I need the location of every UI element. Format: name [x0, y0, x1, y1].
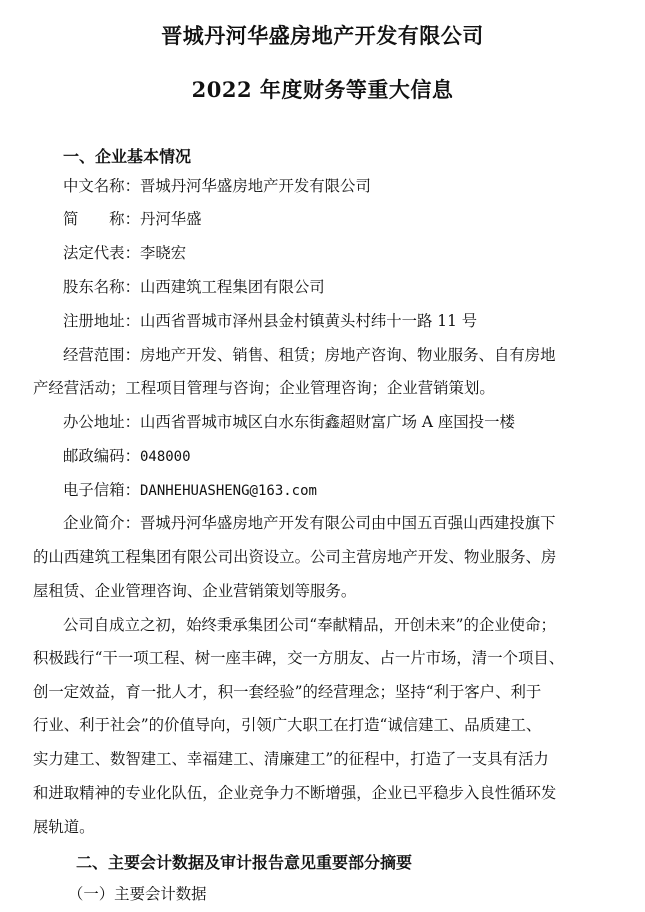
- mission-paragraph-line: 实力建工、数智建工、幸福建工、清廉建工”的征程中，打造了一支具有活力: [33, 750, 549, 768]
- field-value: 山西建筑工程集团有限公司: [139, 278, 325, 296]
- section-heading-basic-info: 一、企业基本情况: [63, 147, 192, 166]
- subsection-heading: （一）主要会计数据: [68, 885, 207, 903]
- document-subtitle: 2022 年度财务等重大信息: [191, 77, 454, 102]
- document-title: 晋城丹河华盛房地产开发有限公司: [161, 23, 484, 48]
- field-row-business-scope: [63, 345, 556, 365]
- field-row-email: [63, 480, 317, 501]
- field-label: 法定代表：: [63, 244, 140, 262]
- field-value: 山西省晋城市城区白水东街鑫超财富广场 A 座国投一楼: [139, 413, 515, 431]
- section-heading-accounting: 二、主要会计数据及审计报告意见重要部分摘要: [76, 853, 413, 872]
- field-value: 房地产开发、销售、租赁；房地产咨询、物业服务、自有房地: [139, 346, 556, 364]
- field-row-shareholder: [63, 277, 325, 297]
- field-value: 李晓宏: [139, 244, 187, 262]
- field-label: 企业简介：: [63, 514, 140, 532]
- email-value: DANHEHUASHENG@163.com: [139, 483, 317, 499]
- profile-continuation: 屋租赁、企业管理咨询、企业营销策划等服务。: [33, 582, 357, 600]
- field-label: 电子信箱：: [63, 481, 140, 499]
- field-row-chinese-name: [63, 176, 371, 196]
- field-value: 晋城丹河华盛房地产开发有限公司: [139, 177, 371, 195]
- field-label: 中文名称：: [63, 177, 140, 195]
- field-value: 山西省晋城市泽州县金村镇黄头村纬十一路 11 号: [139, 312, 478, 330]
- field-label: 股东名称：: [63, 278, 140, 296]
- field-row-postcode: [63, 446, 191, 467]
- field-label: 注册地址：: [63, 312, 140, 330]
- profile-continuation: 的山西建筑工程集团有限公司出资设立。公司主营房地产开发、物业服务、房: [33, 548, 557, 566]
- field-row-office-address: [63, 412, 515, 432]
- mission-paragraph-line: 和进取精神的专业化队伍，企业竞争力不断增强，企业已平稳步入良性循环发: [33, 784, 557, 802]
- mission-paragraph-line: 展轨道。: [33, 818, 95, 836]
- field-label: 经营范围：: [63, 346, 140, 364]
- field-value: 丹河华盛: [139, 210, 202, 228]
- mission-paragraph-line: 创一定效益，育一批人才，积一套经验”的经营理念；坚持“利于客户、利于: [33, 683, 542, 701]
- field-label: 简 称：: [63, 210, 140, 228]
- field-value: 晋城丹河华盛房地产开发有限公司由中国五百强山西建投旗下: [139, 514, 556, 532]
- field-row-legal-rep: [63, 243, 186, 263]
- field-row-profile: [63, 513, 556, 533]
- field-label: 邮政编码：: [63, 447, 140, 465]
- field-row-registered-address: [63, 311, 477, 331]
- field-label: 办公地址：: [63, 413, 140, 431]
- mission-paragraph-line: 公司自成立之初，始终秉承集团公司“奉献精品，开创未来”的企业使命；: [63, 616, 556, 634]
- field-value: 048000: [139, 449, 191, 465]
- mission-paragraph-line: 行业、利于社会”的价值导向，引领广大职工在打造“诚信建工、品质建工、: [33, 716, 542, 734]
- mission-paragraph-line: 积极践行“干一项工程、树一座丰碑，交一方朋友、占一片市场，清一个项目、: [33, 649, 565, 667]
- business-scope-continuation: 产经营活动；工程项目管理与咨询；企业管理咨询；企业营销策划。: [33, 379, 495, 397]
- field-row-short-name: [63, 209, 202, 229]
